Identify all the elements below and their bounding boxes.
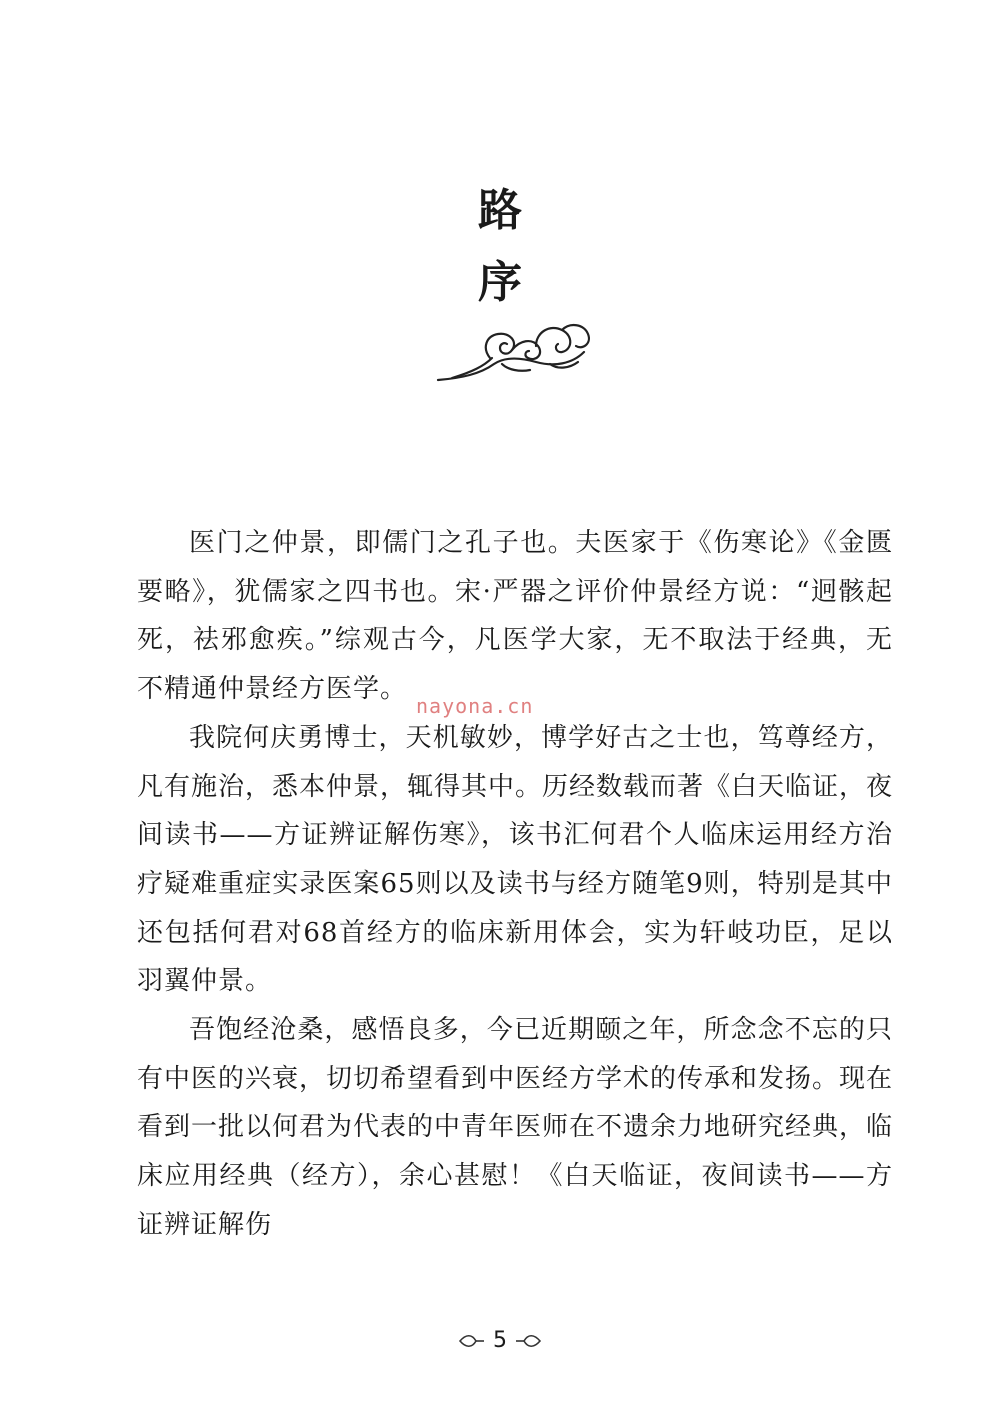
preface-body	[137, 519, 893, 1250]
page-number: 5	[493, 1328, 507, 1353]
leaf-ornament-right-icon	[514, 1332, 542, 1350]
paragraph-3: 吾饱经沧桑，感悟良多，今已近期颐之年，所念念不忘的只有中医的兴衰，切切希望看到中医经方学术的传承和发扬。现在看到一批以何君为代表的中青年医师在不遗余力地研究经典，临床应用经典（经方），余心甚慰！《白天临证，夜间读书——方证辨证解伤	[137, 1015, 894, 1240]
watermark: nayona.cn	[416, 694, 534, 718]
page-footer	[0, 1326, 1000, 1356]
title-char-2: 序	[478, 257, 522, 308]
paragraph-2: 我院何庆勇博士，天机敏妙，博学好古之士也，笃尊经方，凡有施治，悉本仲景，辄得其中。历经数载而著《白天临证，夜间读书——方证辨证解伤寒》，该书汇何君个人临床运用经方治疗疑难重症实录医案65则以及读书与经方随笔9则，特别是其中还包括何君对68首经方的临床新用体会，实为轩岐功臣，足以羽翼仲景。	[137, 722, 894, 997]
cloud-ornament-icon	[432, 318, 592, 386]
paragraph-1: 医门之仲景，即儒门之孔子也。夫医家于《伤寒论》《金匮要略》，犹儒家之四书也。宋·严器之评价仲景经方说：“迥骸起死，祛邪愈疾。”综观古今，凡医学大家，无不取法于经典，无不精通仲景经方医学。	[137, 528, 893, 705]
title-char-1: 路	[478, 185, 522, 236]
